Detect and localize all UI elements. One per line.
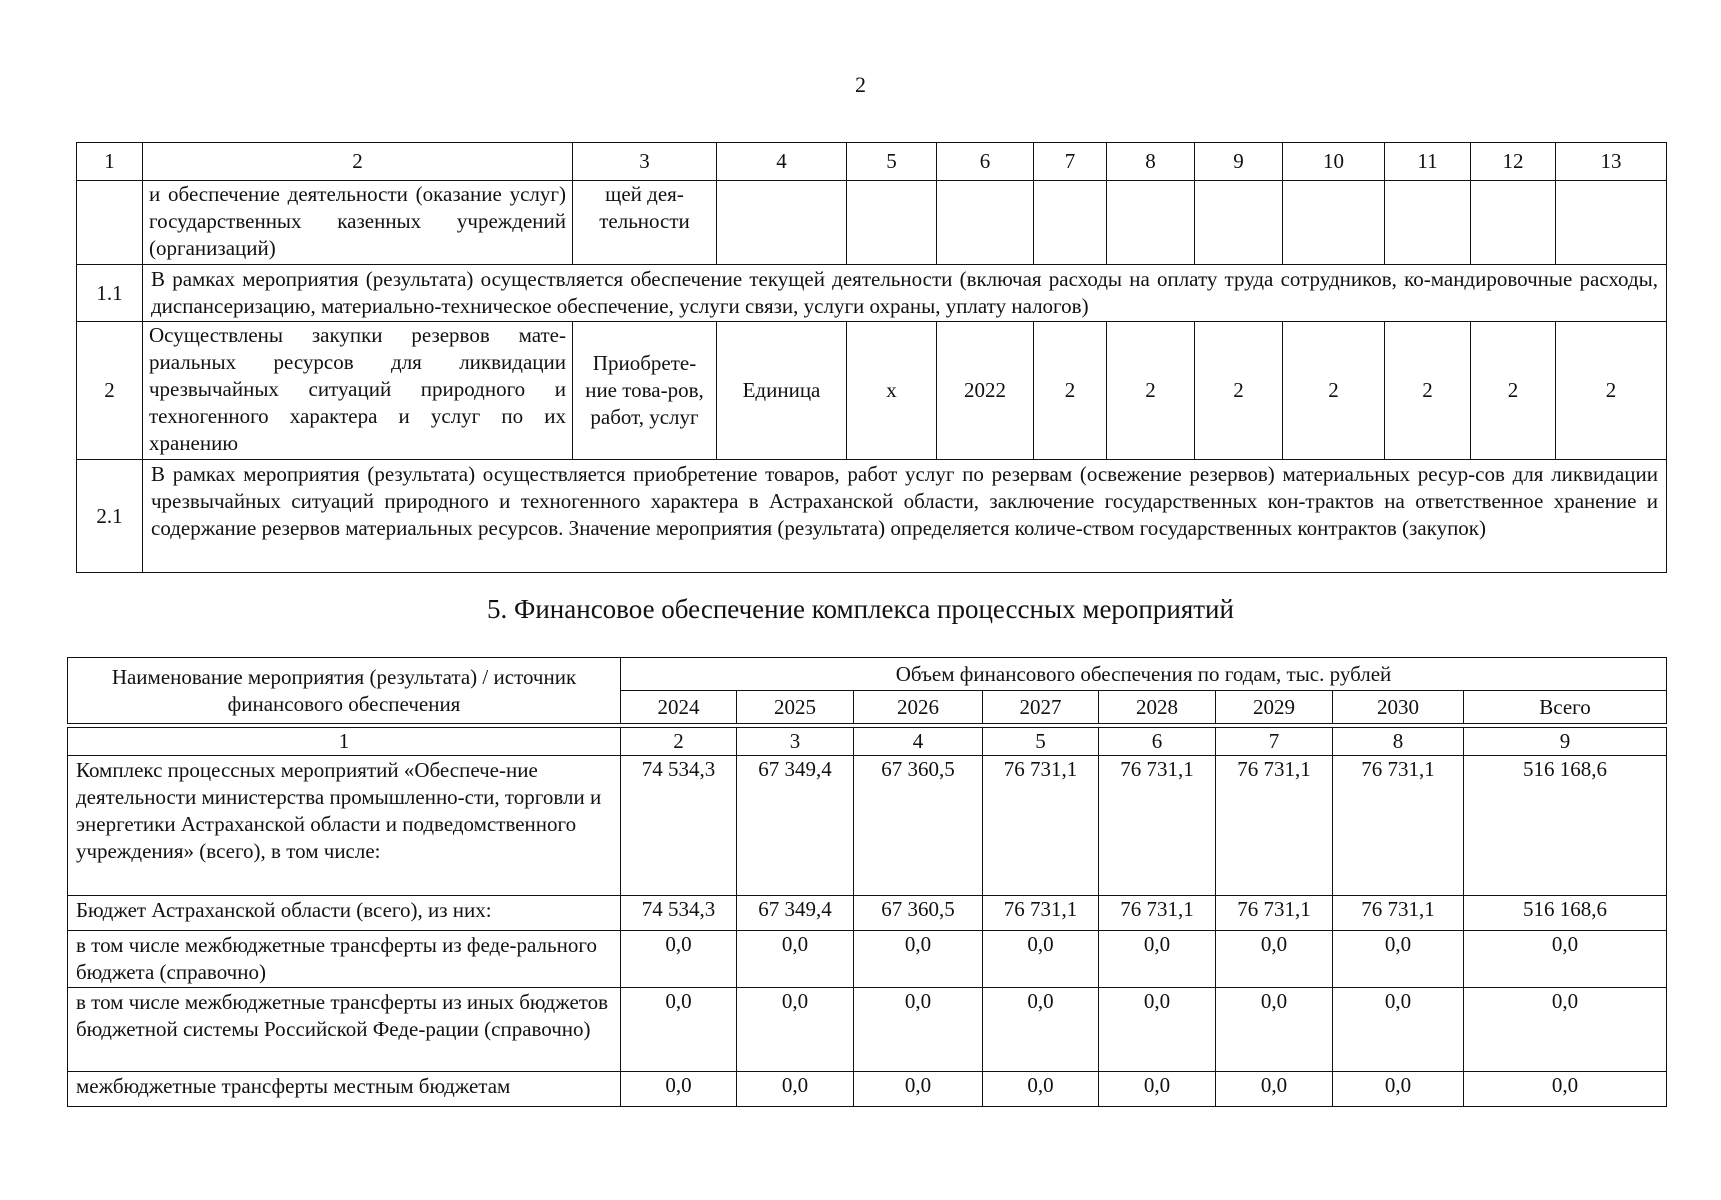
year-header: 2025 [737,691,854,724]
header-cell: 2 [143,143,573,181]
total-amount-cell: 0,0 [1464,1072,1667,1107]
amount-cell: 0,0 [983,931,1099,988]
table-row [68,1072,1667,1107]
table-row [77,181,1667,265]
value-cell: 2 [1195,322,1283,460]
indicators-table [76,142,1667,573]
header-volume-cell: Объем финансового обеспечения по годам, тыс. рублей [621,658,1667,691]
amount-cell: 0,0 [1216,1072,1333,1107]
amount-cell: 76 731,1 [1099,756,1216,896]
header-cell: 9 [1195,143,1283,181]
amount-cell: 67 360,5 [854,896,983,931]
year-header: 2029 [1216,691,1333,724]
measure-name-cell: Осуществлены закупки резервов мате-риальных ресурсов для ликвидации чрезвычайных ситуаций природного и техногенного характера и услуг по их хранению [143,322,573,460]
column-number: 8 [1333,728,1464,756]
table-row [77,460,1667,573]
header-cell: 7 [1034,143,1107,181]
amount-cell: 0,0 [1099,988,1216,1072]
table-row [77,322,1667,460]
total-header: Всего [1464,691,1667,724]
financing-table [67,657,1667,1107]
table-row [68,988,1667,1072]
measure-type-cell: щей дея-тельности [573,181,717,265]
amount-cell: 0,0 [854,931,983,988]
header-cell: 13 [1556,143,1667,181]
header-cell: 11 [1385,143,1471,181]
year-header: 2030 [1333,691,1464,724]
table-row [77,265,1667,322]
total-amount-cell: 516 168,6 [1464,756,1667,896]
year-header: 2024 [621,691,737,724]
amount-cell: 0,0 [621,1072,737,1107]
column-number: 4 [854,728,983,756]
column-number: 5 [983,728,1099,756]
amount-cell: 76 731,1 [983,756,1099,896]
row-description: В рамках мероприятия (результата) осуществляется обеспечение текущей деятельности (включая расходы на оплату труда сотрудников, ко-мандировочные расходы, диспансеризацию, материально-техническое обеспечение, услуги связи, услуги охраны, уплату налогов) [143,265,1667,322]
amount-cell: 0,0 [737,931,854,988]
row-number: 2 [77,322,143,460]
amount-cell: 76 731,1 [1099,896,1216,931]
funding-source-name: в том числе межбюджетные трансферты из иных бюджетов бюджетной системы Российской Феде-рации (справочно) [68,988,621,1072]
header-cell: 3 [573,143,717,181]
table-header-row [68,658,1667,691]
column-number: 1 [68,728,621,756]
year-header: 2028 [1099,691,1216,724]
amount-cell: 0,0 [983,1072,1099,1107]
total-amount-cell: 0,0 [1464,988,1667,1072]
row-number: 2.1 [77,460,143,573]
amount-cell: 0,0 [1333,988,1464,1072]
amount-cell: 76 731,1 [1216,896,1333,931]
amount-cell: 0,0 [1216,931,1333,988]
unit-cell: Единица [717,322,847,460]
amount-cell: 0,0 [1333,931,1464,988]
column-number: 6 [1099,728,1216,756]
amount-cell: 0,0 [854,1072,983,1107]
value-cell: 2 [1034,322,1107,460]
measure-type-cell: Приобрете-ние това-ров, работ, услуг [573,322,717,460]
table-row [68,931,1667,988]
col5-cell: х [847,322,937,460]
column-number-row [68,728,1667,756]
section-title: 5. Финансовое обеспечение комплекса процессных мероприятий [487,594,1234,624]
amount-cell: 76 731,1 [1216,756,1333,896]
amount-cell: 0,0 [1099,931,1216,988]
column-number: 3 [737,728,854,756]
value-cell: 2 [1283,322,1385,460]
amount-cell: 0,0 [1099,1072,1216,1107]
table-row [68,896,1667,931]
amount-cell: 0,0 [854,988,983,1072]
total-amount-cell: 516 168,6 [1464,896,1667,931]
amount-cell: 0,0 [737,1072,854,1107]
amount-cell: 0,0 [621,931,737,988]
amount-cell: 76 731,1 [983,896,1099,931]
amount-cell: 74 534,3 [621,896,737,931]
header-cell: 8 [1107,143,1195,181]
base-year-cell: 2022 [937,322,1034,460]
amount-cell: 0,0 [1333,1072,1464,1107]
amount-cell: 74 534,3 [621,756,737,896]
row-number: 1.1 [77,265,143,322]
amount-cell: 0,0 [983,988,1099,1072]
year-header: 2027 [983,691,1099,724]
header-name-cell: Наименование мероприятия (результата) / источник финансового обеспечения [68,658,621,724]
header-cell: 4 [717,143,847,181]
funding-source-name: межбюджетные трансферты местным бюджетам [68,1072,621,1107]
value-cell: 2 [1385,322,1471,460]
total-amount-cell: 0,0 [1464,931,1667,988]
value-cell: 2 [1471,322,1556,460]
amount-cell: 0,0 [737,988,854,1072]
value-cell: 2 [1556,322,1667,460]
table-header-row [77,143,1667,181]
funding-source-name: в том числе межбюджетные трансферты из феде-рального бюджета (справочно) [68,931,621,988]
amount-cell: 0,0 [621,988,737,1072]
row-description: В рамках мероприятия (результата) осуществляется приобретение товаров, работ услуг по резервам (освежение резервов) материальных ресур-сов для ликвидации чрезвычайных ситуаций природного и техногенного характера в Астраханской области, заключение государственных кон-трактов на ответственное хранение и содержание резервов материальных ресурсов. Значение мероприятия (результата) определяется количе-ством государственных контрактов (закупок) [143,460,1667,573]
amount-cell: 76 731,1 [1333,896,1464,931]
column-number: 9 [1464,728,1667,756]
header-cell: 6 [937,143,1034,181]
amount-cell: 0,0 [1216,988,1333,1072]
header-cell: 1 [77,143,143,181]
funding-source-name: Комплекс процессных мероприятий «Обеспече-ние деятельности министерства промышленно-сти, торговли и энергетики Астраханской области и подведомственного учреждения» (всего), в том числе: [68,756,621,896]
funding-source-name: Бюджет Астраханской области (всего), из них: [68,896,621,931]
header-cell: 5 [847,143,937,181]
header-cell: 10 [1283,143,1385,181]
amount-cell: 67 360,5 [854,756,983,896]
amount-cell: 67 349,4 [737,756,854,896]
column-number: 7 [1216,728,1333,756]
header-cell: 12 [1471,143,1556,181]
measure-name-cell: и обеспечение деятельности (оказание услуг) государственных казенных учреждений (организаций) [143,181,573,265]
year-header: 2026 [854,691,983,724]
value-cell: 2 [1107,322,1195,460]
table-row [68,756,1667,896]
amount-cell: 67 349,4 [737,896,854,931]
column-number: 2 [621,728,737,756]
page-number: 2 [855,72,866,97]
amount-cell: 76 731,1 [1333,756,1464,896]
